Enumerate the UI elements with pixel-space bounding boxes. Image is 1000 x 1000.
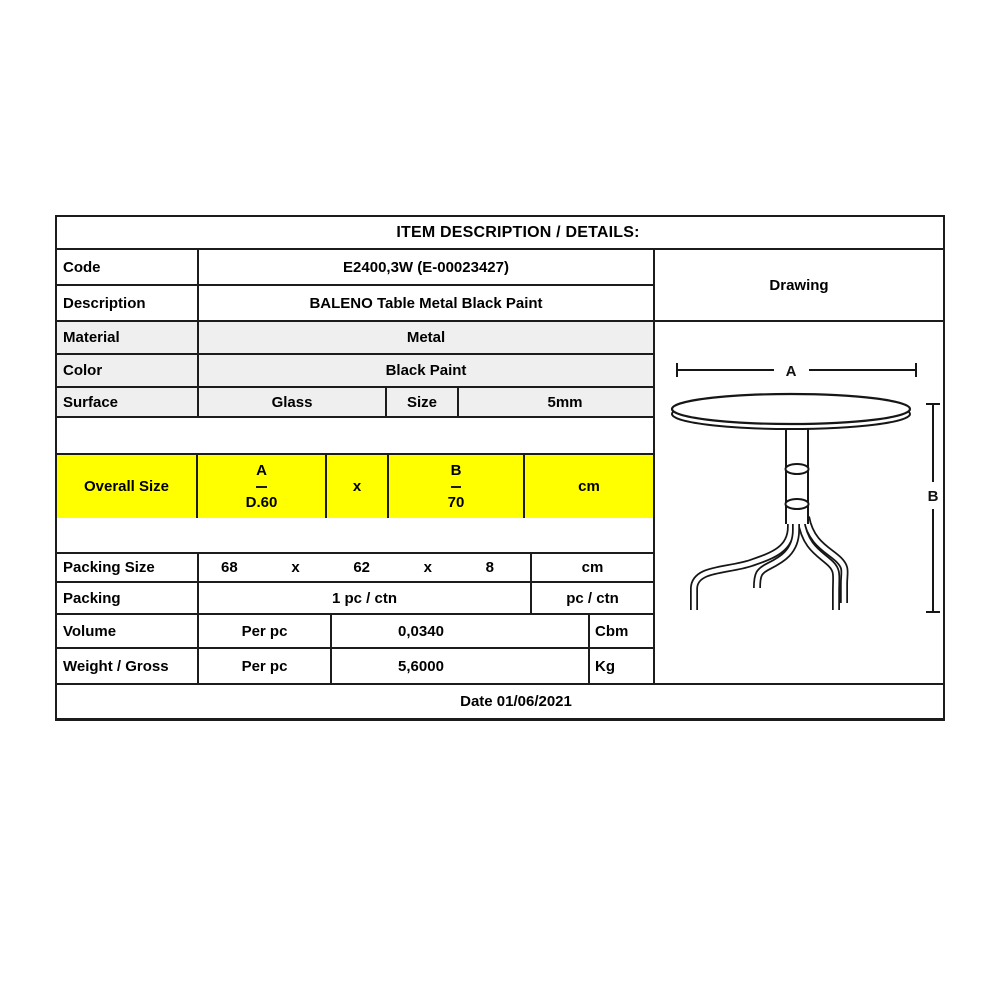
row-description xyxy=(57,286,653,322)
dim-b-letter: B xyxy=(451,455,462,488)
packing-size-unit: cm xyxy=(581,559,604,576)
material-label: Material xyxy=(57,322,199,353)
spacer-row xyxy=(57,418,653,453)
dim-a-letter: A xyxy=(256,455,267,488)
row-overall-size xyxy=(57,453,653,518)
dim-a-text: A xyxy=(785,363,797,380)
packing-size-dimensions xyxy=(199,554,532,581)
volume-value: 0,0340 xyxy=(332,615,590,647)
packing-size-label: Packing Size xyxy=(57,554,199,581)
color-value: Black Paint xyxy=(385,362,467,379)
drawing-canvas xyxy=(655,322,943,683)
packing-sep-2: x xyxy=(423,559,432,576)
row-code xyxy=(57,250,653,286)
table-pedestal xyxy=(786,421,809,524)
drawing-column xyxy=(655,250,943,683)
dim-line-a xyxy=(677,363,916,377)
overall-dim-b xyxy=(389,455,525,518)
code-label: Code xyxy=(57,250,199,284)
row-weight xyxy=(57,649,653,683)
row-color xyxy=(57,355,653,388)
spec-table xyxy=(57,250,655,683)
sheet-title: ITEM DESCRIPTION / DETAILS: xyxy=(57,217,943,250)
packing-label: Packing xyxy=(57,583,199,613)
packing-dim-2: 62 xyxy=(353,559,370,576)
packing-value: 1 pc / ctn xyxy=(199,583,532,613)
weight-value: 5,6000 xyxy=(332,649,590,683)
surface-size-label: Size xyxy=(387,388,459,416)
row-material xyxy=(57,322,653,355)
date-stamp: Date 01/06/2021 xyxy=(57,683,943,718)
color-label: Color xyxy=(57,355,199,386)
surface-value: Glass xyxy=(199,388,387,416)
packing-dim-1: 68 xyxy=(221,559,238,576)
row-volume xyxy=(57,615,653,649)
overall-separator: x xyxy=(327,455,389,518)
weight-per: Per pc xyxy=(199,649,332,683)
volume-unit: Cbm xyxy=(595,622,629,640)
volume-label: Volume xyxy=(57,615,199,647)
packing-unit: pc / ctn xyxy=(566,589,619,607)
spec-sheet xyxy=(55,215,945,721)
description-value: BALENO Table Metal Black Paint xyxy=(309,294,543,312)
table-drawing xyxy=(655,322,941,681)
packing-sep-1: x xyxy=(291,559,300,576)
overall-dim-a xyxy=(198,455,327,518)
table-top xyxy=(672,394,910,429)
surface-label: Surface xyxy=(57,388,199,416)
row-packing-size xyxy=(57,552,653,583)
row-surface xyxy=(57,388,653,418)
overall-size-label: Overall Size xyxy=(57,455,198,518)
table-legs xyxy=(694,517,845,610)
spacer-row xyxy=(57,518,653,552)
dim-line-b xyxy=(926,404,940,612)
packing-dim-3: 8 xyxy=(485,559,494,576)
sheet-body xyxy=(57,250,943,683)
dim-a-value: D.60 xyxy=(245,494,278,512)
dim-b-value: 70 xyxy=(447,494,465,512)
volume-per: Per pc xyxy=(199,615,332,647)
drawing-title: Drawing xyxy=(655,250,943,322)
material-value: Metal xyxy=(406,329,446,346)
surface-size-value: 5mm xyxy=(547,393,583,411)
weight-label: Weight / Gross xyxy=(57,649,199,683)
overall-unit: cm xyxy=(578,478,600,495)
dim-b-text: B xyxy=(927,488,939,505)
row-packing xyxy=(57,583,653,615)
code-value: E2400,3W (E-00023427) xyxy=(343,258,509,276)
weight-unit: Kg xyxy=(595,657,615,675)
description-label: Description xyxy=(57,286,199,320)
